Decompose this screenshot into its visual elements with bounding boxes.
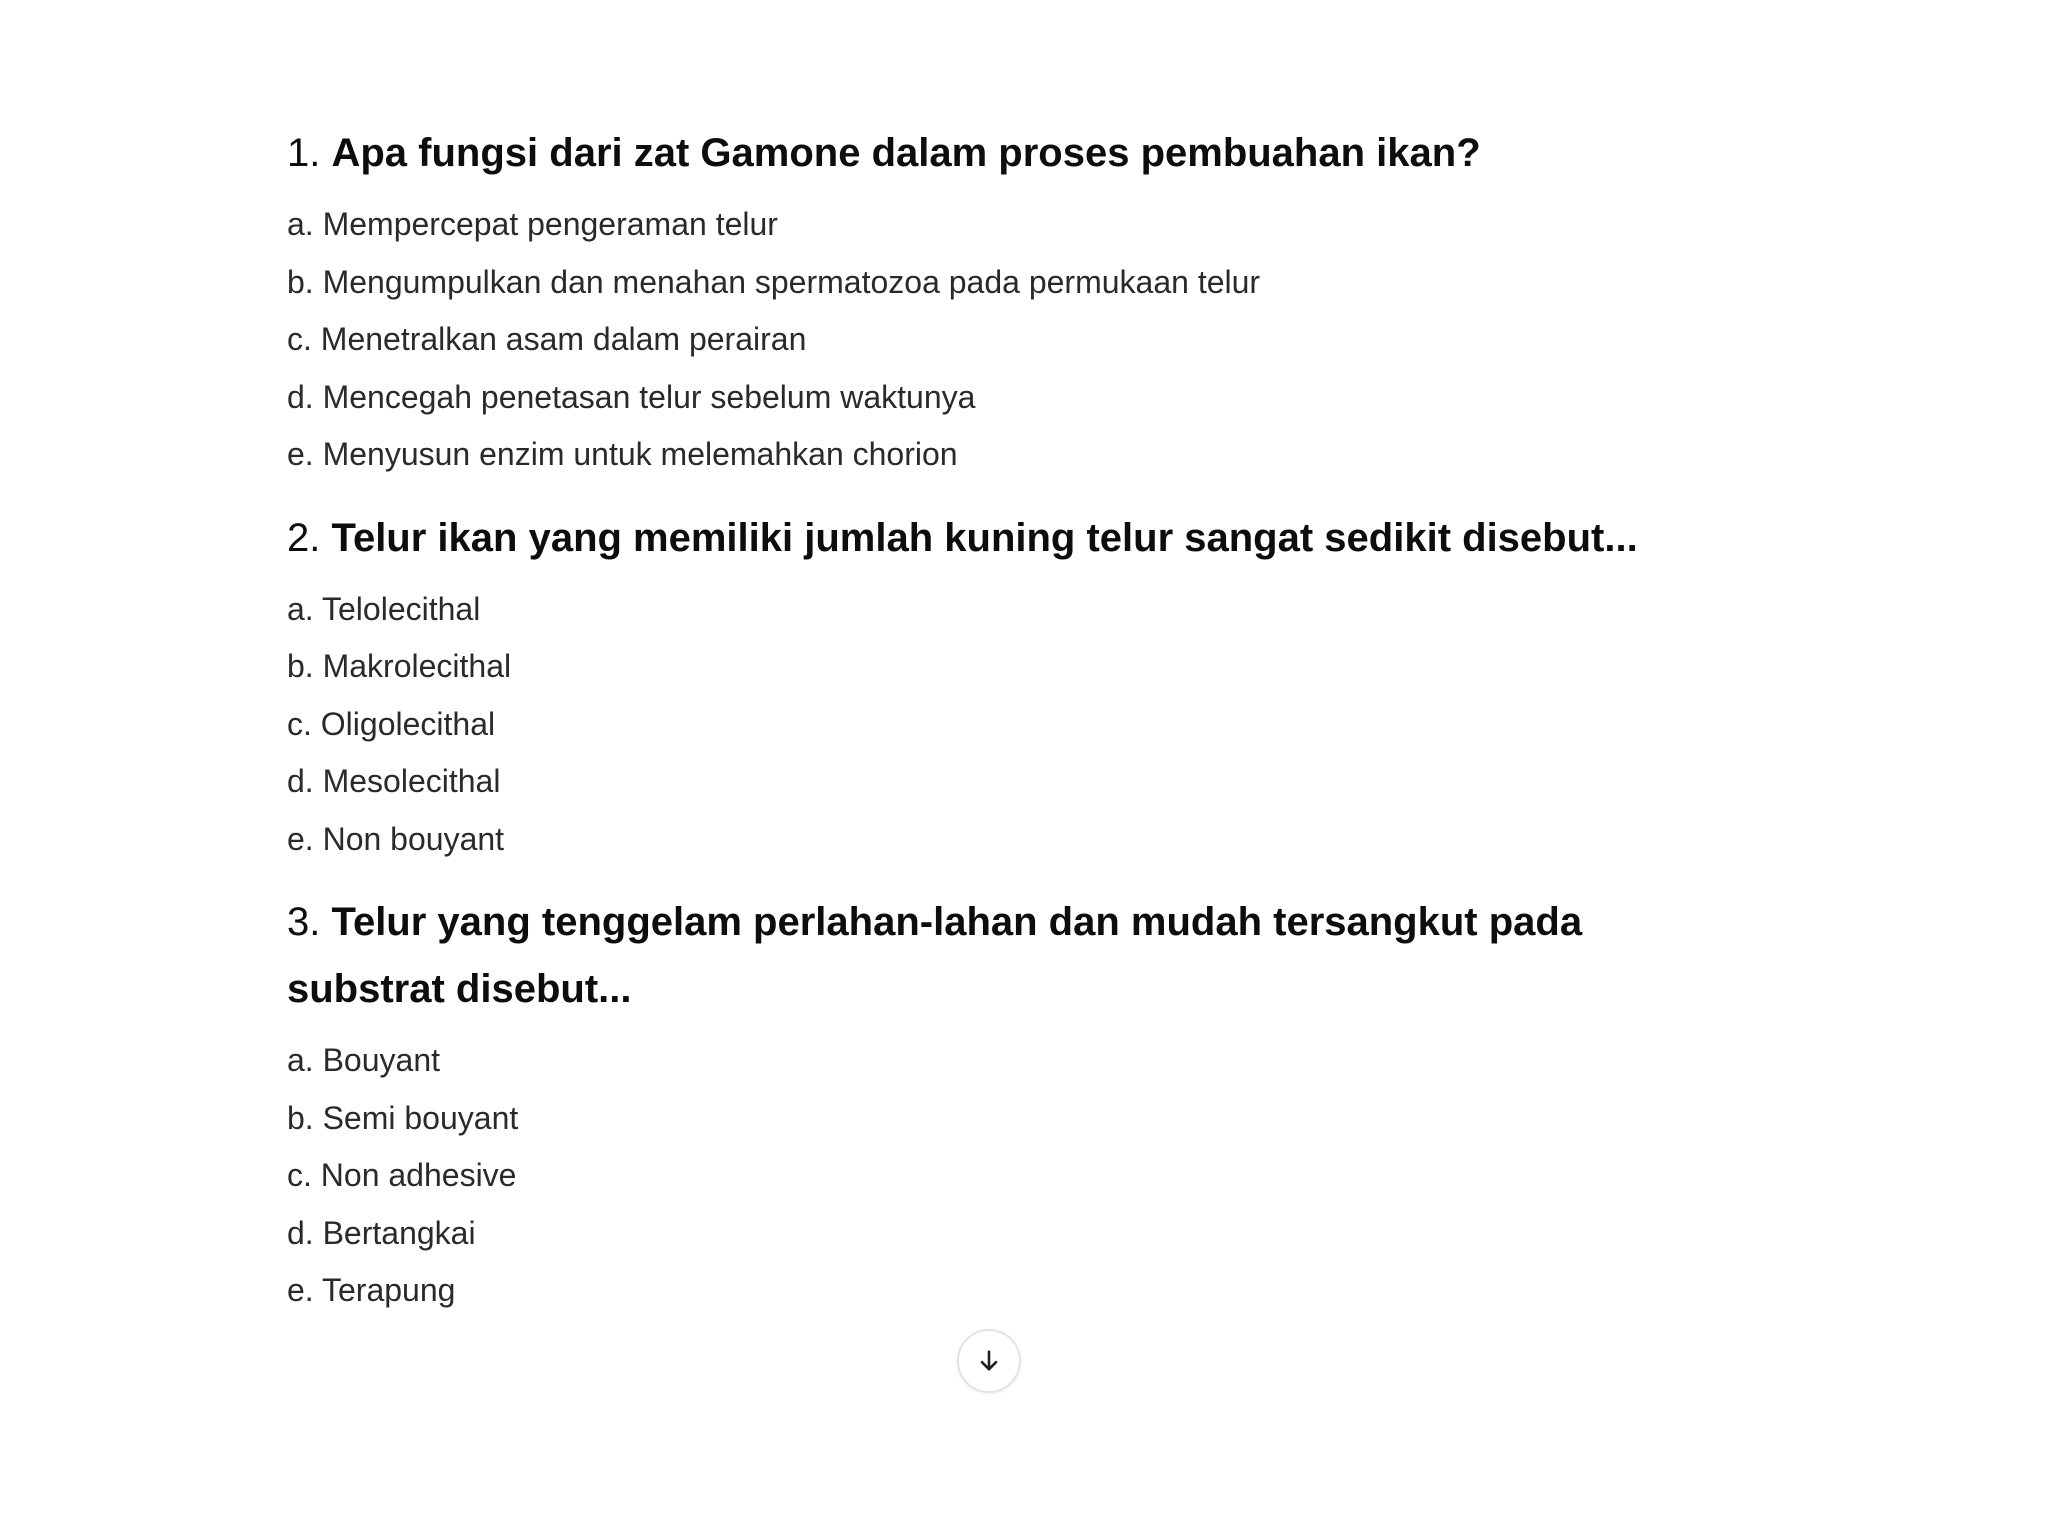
question-number: 1. bbox=[287, 131, 321, 175]
question-1 bbox=[287, 120, 1747, 484]
option-c: c. Non adhesive bbox=[287, 1157, 517, 1193]
question-3 bbox=[287, 889, 1747, 1320]
question-title bbox=[287, 505, 1747, 572]
option-list bbox=[287, 1032, 1747, 1320]
option-b: b. Makrolecithal bbox=[287, 648, 512, 684]
question-number: 2. bbox=[287, 515, 321, 560]
option-e: e. Terapung bbox=[287, 1272, 456, 1308]
scroll-down-button[interactable] bbox=[957, 1329, 1021, 1393]
option-c: c. Oligolecithal bbox=[287, 705, 496, 742]
option-e: e. Menyusun enzim untuk melemahkan chorion bbox=[287, 436, 958, 472]
option-a: a. Telolecithal bbox=[287, 590, 481, 627]
option-b: b. Mengumpulkan dan menahan spermatozoa pada permukaan telur bbox=[287, 263, 1261, 300]
question-text: Telur yang tenggelam perlahan-lahan dan mudah tersangkut pada substrat disebut... bbox=[287, 900, 1583, 1011]
option-list bbox=[287, 196, 1747, 484]
question-text: Telur ikan yang memiliki jumlah kuning telur sangat sedikit disebut... bbox=[331, 515, 1638, 560]
option-d: d. Mencegah penetasan telur sebelum waktunya bbox=[287, 378, 976, 415]
question-text: Apa fungsi dari zat Gamone dalam proses pembuahan ikan? bbox=[331, 131, 1481, 175]
option-list bbox=[287, 581, 1747, 869]
question-title bbox=[287, 889, 1747, 1023]
arrow-down-icon bbox=[975, 1347, 1003, 1375]
question-title bbox=[287, 120, 1747, 187]
option-e: e. Non bouyant bbox=[287, 820, 505, 857]
option-d: d. Mesolecithal bbox=[287, 763, 501, 799]
option-a: a. Mempercepat pengeraman telur bbox=[287, 206, 778, 242]
question-number: 3. bbox=[287, 900, 321, 944]
option-a: a. Bouyant bbox=[287, 1042, 440, 1078]
option-d: d. Bertangkai bbox=[287, 1214, 476, 1251]
option-c: c. Menetralkan asam dalam perairan bbox=[287, 321, 807, 357]
question-2 bbox=[287, 505, 1747, 869]
option-b: b. Semi bouyant bbox=[287, 1099, 519, 1136]
quiz-content bbox=[287, 120, 1747, 1320]
